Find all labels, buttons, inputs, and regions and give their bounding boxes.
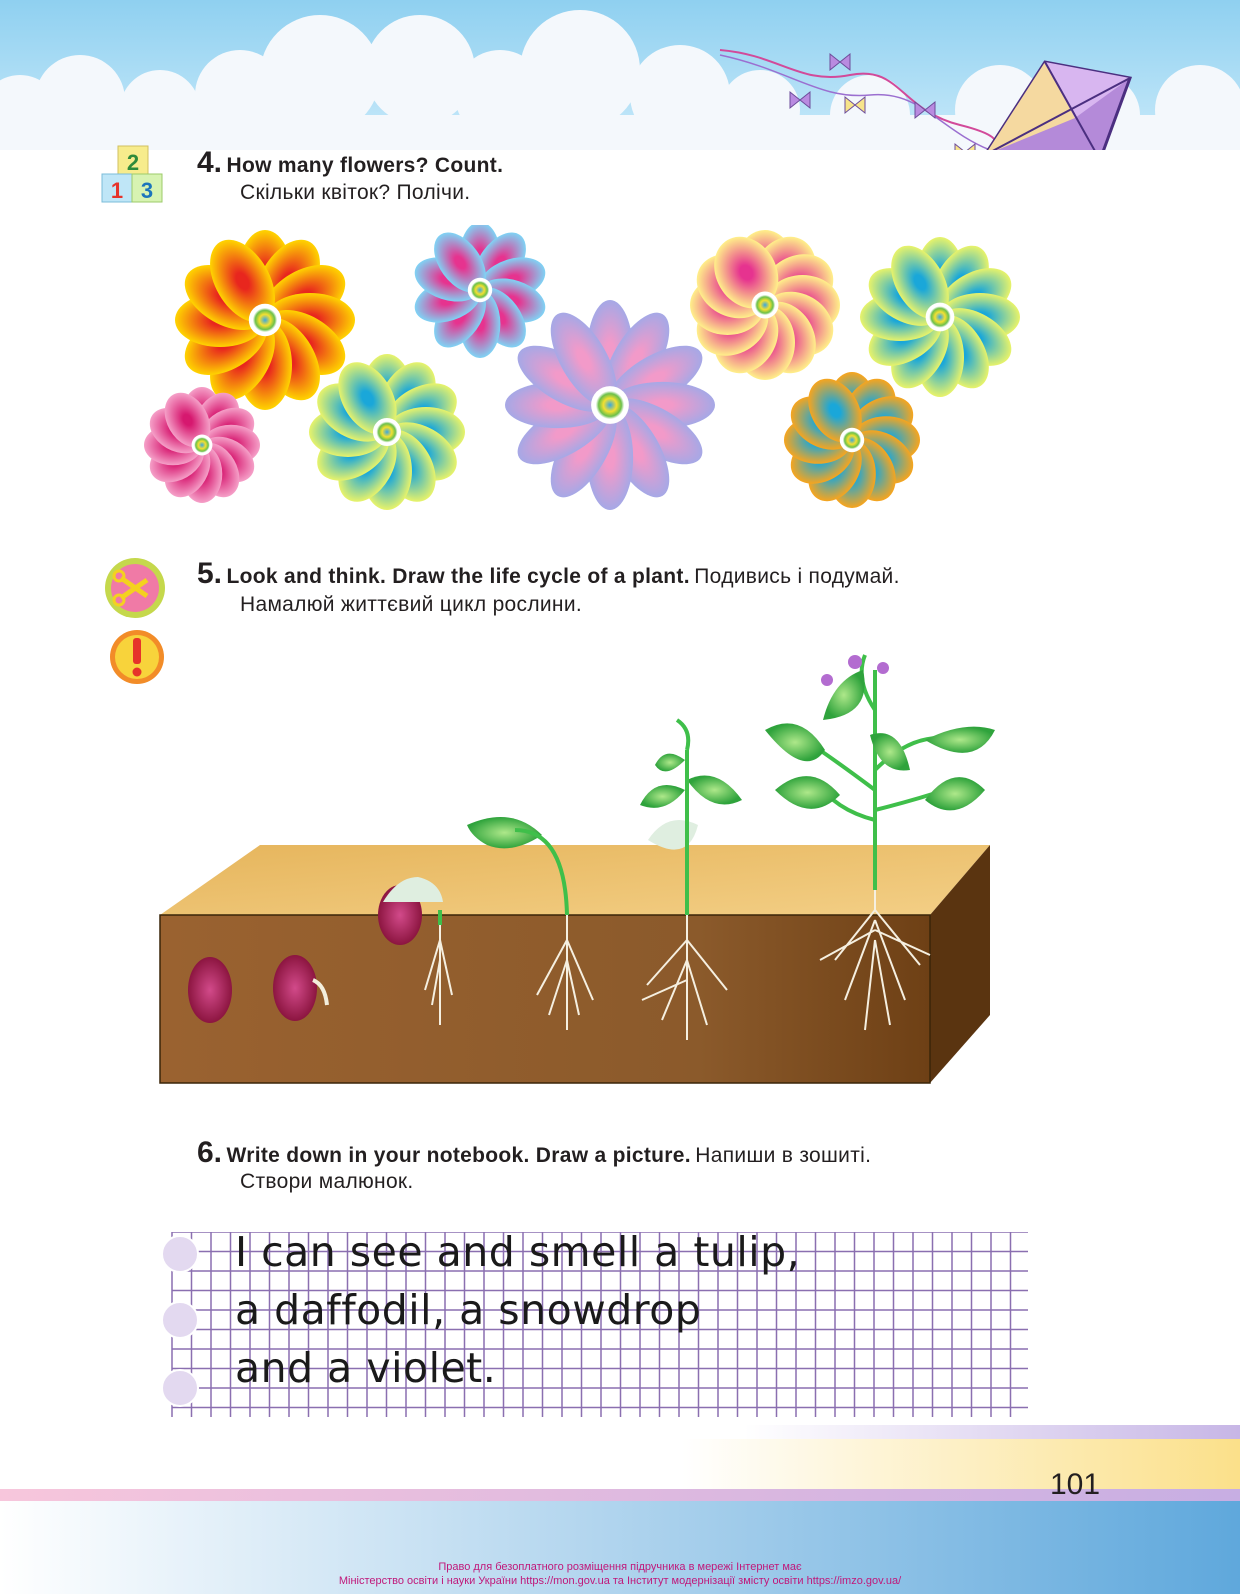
sky-header-illustration: [0, 0, 1240, 150]
exercise-title-ua-line2: Намалюй життєвий цикл рослини.: [240, 593, 582, 616]
plant-life-cycle-illustration: [155, 640, 1015, 1090]
exercise-number: 5.: [197, 557, 223, 590]
notebook-text-line: a daffodil, a snowdrop: [235, 1286, 702, 1334]
notebook-text-line: and a violet.: [235, 1344, 497, 1392]
flowers-illustration: [140, 225, 1030, 520]
flower: [174, 229, 357, 412]
exercise-title-en: Look and think. Draw the life cycle of a plant.: [226, 565, 690, 588]
exercise-number: 6.: [197, 1136, 223, 1169]
exercise-title-en: Write down in your notebook. Draw a picture.: [226, 1144, 691, 1167]
notebook-text-line: I can see and smell a tulip,: [235, 1228, 801, 1276]
flower: [859, 236, 1022, 399]
flower: [409, 225, 551, 358]
block-digit: 3: [140, 178, 154, 203]
flower: [505, 300, 715, 510]
page-number: 101: [1050, 1468, 1101, 1501]
exercise-5-heading: [197, 557, 900, 591]
seed-stage-1: [188, 957, 232, 1023]
flower: [142, 385, 263, 506]
flower: [307, 352, 467, 512]
exercise-title-en: How many flowers? Count.: [226, 154, 504, 177]
exercise-number: 4.: [197, 146, 223, 179]
exercise-title-ua: Подивись і подумай.: [694, 565, 900, 588]
soil-top: [160, 845, 990, 915]
seed-stage-2: [273, 955, 317, 1021]
exercise-title-ua: Скільки квіток? Полічи.: [240, 181, 471, 204]
footer-license-line1: Право для безоплатного розміщення підручника в мережі Інтернет має: [438, 1561, 802, 1573]
number-blocks-icon: [100, 144, 168, 204]
scissors-glue-icon: [103, 556, 167, 620]
flower: [781, 369, 923, 511]
footer-license-line2: Міністерство освіти і науки України https://mon.gov.ua та Інститут модернізації змісту освіти https://imzo.gov.ua/: [338, 1575, 902, 1587]
notebook-rings: [162, 1236, 198, 1406]
exercise-4-heading: [197, 146, 503, 180]
block-digit: 1: [110, 178, 124, 203]
flower: [685, 225, 845, 385]
exercise-6-heading: [197, 1136, 871, 1170]
exercise-title-ua-line2: Створи малюнок.: [240, 1170, 414, 1193]
block-digit: 2: [126, 150, 140, 175]
exercise-title-ua: Напиши в зошиті.: [695, 1144, 872, 1167]
